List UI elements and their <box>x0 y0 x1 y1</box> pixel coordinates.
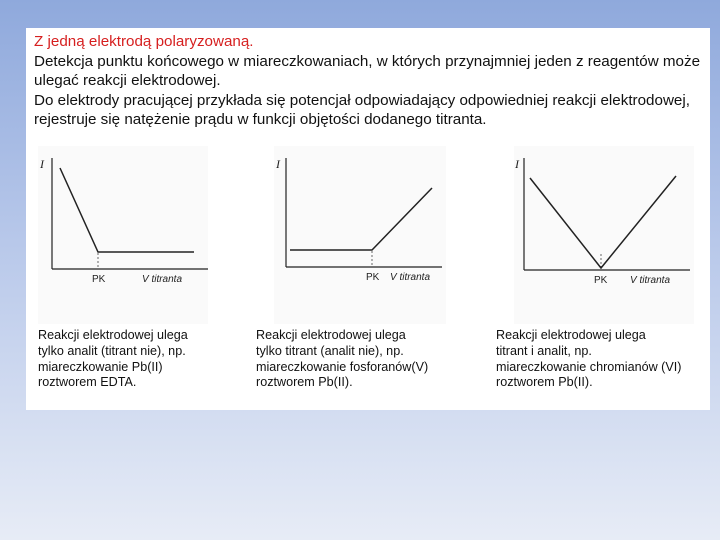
caption-titrant <box>256 328 466 391</box>
y-axis-label: I <box>515 157 519 171</box>
titration-curve <box>60 168 194 252</box>
graph-panel-titrant <box>274 146 446 324</box>
slide-card <box>26 28 710 410</box>
graph-analyte <box>38 146 208 324</box>
pk-label: PK <box>594 275 608 286</box>
graph-panel-analyte <box>38 146 208 324</box>
caption-line: roztworem EDTA. <box>38 375 137 390</box>
slide-heading: Z jedną elektrodą polaryzowaną. <box>34 33 254 50</box>
x-axis-label: V titranta <box>630 275 671 286</box>
pk-label: PK <box>366 272 380 283</box>
caption-line: roztworem Pb(II). <box>256 375 353 390</box>
caption-line: Reakcji elektrodowej ulega <box>496 328 646 342</box>
caption-line: tylko analit (titrant nie), np. <box>38 343 186 358</box>
caption-analyte <box>38 328 248 391</box>
titration-curve <box>530 176 676 268</box>
caption-line: roztworem Pb(II). <box>496 375 593 390</box>
caption-line: miareczkowanie Pb(II) <box>38 359 163 374</box>
header-text <box>34 32 702 130</box>
paragraph-procedure: Do elektrody pracującej przykłada się potencjał odpowiadający odpowiedniej reakcji elektrodowej, rejestruje się natężenie prądu w funkcji objętości dodanego titranta. <box>34 91 690 128</box>
graph-both <box>514 146 694 324</box>
pk-label: PK <box>92 274 106 285</box>
x-axis-label: V titranta <box>142 274 183 285</box>
caption-line: miareczkowanie fosforanów(V) <box>256 359 429 374</box>
caption-line: titrant i analit, np. <box>496 343 592 358</box>
caption-line: Reakcji elektrodowej ulega <box>38 328 188 342</box>
caption-line: Reakcji elektrodowej ulega <box>256 328 406 342</box>
y-axis-label: I <box>40 157 44 171</box>
graph-panel-both <box>514 146 694 324</box>
x-axis-label: V titranta <box>390 272 431 283</box>
caption-both <box>496 328 706 391</box>
graph-titrant <box>274 146 446 324</box>
y-axis-label: I <box>276 157 280 171</box>
caption-line: tylko titrant (analit nie), np. <box>256 343 404 358</box>
titration-curve <box>290 188 432 250</box>
paragraph-detection: Detekcja punktu końcowego w miareczkowaniach, w których przynajmniej jeden z reagentów może ulegać reakcji elektrodowej. <box>34 52 701 89</box>
caption-line: miareczkowanie chromianów (VI) <box>496 359 682 374</box>
